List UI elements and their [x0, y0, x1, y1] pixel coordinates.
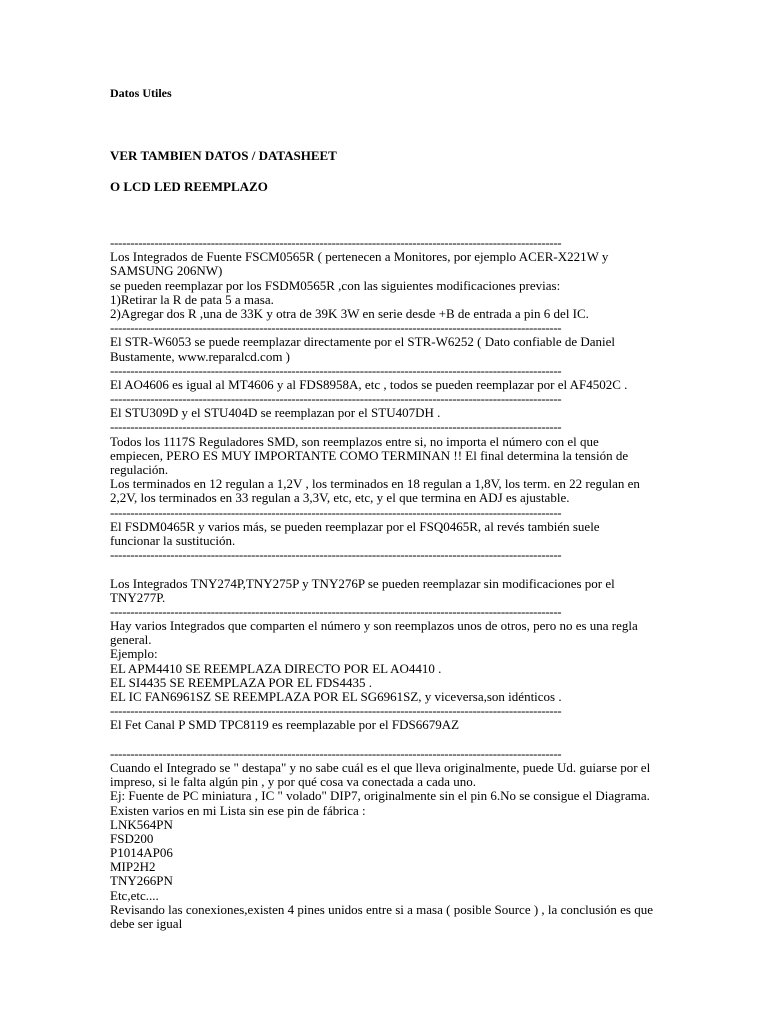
separator-rule: ---------------------------------------------------------------------------------------------------------------- [110, 505, 562, 520]
heading-lcd-led-reemplazo: O LCD LED REEMPLAZO [110, 179, 268, 194]
text-line: 2,2V, los terminados en 33 regulan a 3,3V, etc, etc, y el que termina en ADJ es ajustable. [110, 490, 570, 506]
text-line: El Fet Canal P SMD TPC8119 es reemplazable por el FDS6679AZ [110, 717, 460, 733]
text-line: Cuando el Integrado se " destapa" y no sabe cuál es el que lleva originalmente, puede Ud. guiarse por el [110, 759, 651, 775]
text-line: Todos los 1117S Reguladores SMD, son reemplazos entre si, no importa el número con el que [110, 433, 599, 449]
text-line: El STR-W6053 se puede reemplazar directamente por el STR-W6252 ( Dato confiable de Daniel [110, 334, 616, 350]
separator-rule: ---------------------------------------------------------------------------------------------------------------- [110, 604, 562, 619]
heading-ver-tambien: VER TAMBIEN DATOS / DATASHEET [110, 148, 337, 163]
text-line: Revisando las conexiones,existen 4 pines unidos entre si a masa ( posible Source ) , la conclusión es que [110, 901, 653, 917]
text-line: Existen varios en mi Lista sin ese pin de fábrica : [110, 802, 366, 818]
separator-rule: ---------------------------------------------------------------------------------------------------------------- [110, 363, 562, 378]
separator-rule: ---------------------------------------------------------------------------------------------------------------- [110, 704, 562, 719]
text-line: EL IC FAN6961SZ SE REEMPLAZA POR EL SG6961SZ, y viceversa,son idénticos . [110, 689, 562, 704]
text-line: 2)Agregar dos R ,una de 33K y otra de 39K 3W en serie desde +B de entrada a pin 6 del IC. [110, 305, 589, 321]
text-line: MIP2H2 [110, 859, 156, 875]
separator-rule: ---------------------------------------------------------------------------------------------------------------- [110, 236, 562, 250]
separator-rule: ---------------------------------------------------------------------------------------------------------------- [110, 392, 562, 407]
separator-rule: ---------------------------------------------------------------------------------------------------------------- [110, 321, 562, 336]
text-line: El AO4606 es igual al MT4606 y al FDS8958A, etc , todos se pueden reemplazar por el AF4502C . [110, 376, 628, 392]
text-line: El STU309D y el STU404D se reemplazan por el STU407DH . [110, 405, 441, 421]
text-line: LNK564PN [110, 816, 173, 832]
heading-datos-utiles: Datos Utiles [110, 86, 172, 100]
separator-rule: ---------------------------------------------------------------------------------------------------------------- [110, 420, 562, 435]
text-line: Hay varios Integrados que comparten el número y son reemplazos unos de otros, pero no es una regla [110, 618, 638, 634]
blank-line [110, 562, 650, 576]
text-line: SAMSUNG 206NW) [110, 263, 223, 279]
text-line: TNY266PN [110, 873, 173, 889]
text-line: general. [110, 632, 152, 648]
text-line: El FSDM0465R y varios más, se pueden reemplazar por el FSQ0465R, al revés también suele [110, 518, 600, 534]
text-line: Etc,etc.... [110, 887, 159, 903]
text-line: EL SI4435 SE REEMPLAZA POR EL FDS4435 . [110, 674, 372, 690]
separator-rule: ---------------------------------------------------------------------------------------------------------------- [110, 548, 562, 563]
text-line: EL APM4410 SE REEMPLAZA DIRECTO POR EL AO4410 . [110, 660, 442, 676]
text-line: debe ser igual [110, 916, 183, 931]
text-line: 1)Retirar la R de pata 5 a masa. [110, 291, 274, 307]
text-line: P1014AP06 [110, 845, 173, 861]
text-line: Bustamente, www.reparalcd.com ) [110, 348, 291, 364]
text-line: Los Integrados de Fuente FSCM0565R ( pertenecen a Monitores, por ejemplo ACER-X221W y [110, 249, 609, 265]
text-line: Ejemplo: [110, 646, 158, 662]
text-line: empiecen, PERO ES MUY IMPORTANTE COMO TERMINAN !! El final determina la tensión de [110, 447, 629, 463]
document-body [110, 236, 653, 931]
text-line: Los terminados en 12 regulan a 1,2V , los terminados en 18 regulan a 1,8V, los term. en 22 regulan en [110, 476, 640, 492]
text-line: TNY277P. [110, 589, 166, 605]
text-line: funcionar la sustitución. [110, 532, 236, 548]
blank-line [110, 733, 650, 747]
text-line: se pueden reemplazar por los FSDM0565R ,con las siguientes modificaciones previas: [110, 277, 561, 293]
text-line: FSD200 [110, 830, 154, 846]
separator-rule: ---------------------------------------------------------------------------------------------------------------- [110, 746, 562, 761]
text-line: Los Integrados TNY274P,TNY275P y TNY276P se pueden reemplazar sin modificaciones por el [110, 575, 615, 591]
text-line: regulación. [110, 462, 169, 477]
text-line: impreso, si le falta algún pin , y por qué cosa va conectada a cada uno. [110, 774, 477, 790]
text-line: Ej: Fuente de PC miniatura , IC " volado" DIP7, originalmente sin el pin 6.No se consigue el Diagrama. [110, 788, 650, 804]
